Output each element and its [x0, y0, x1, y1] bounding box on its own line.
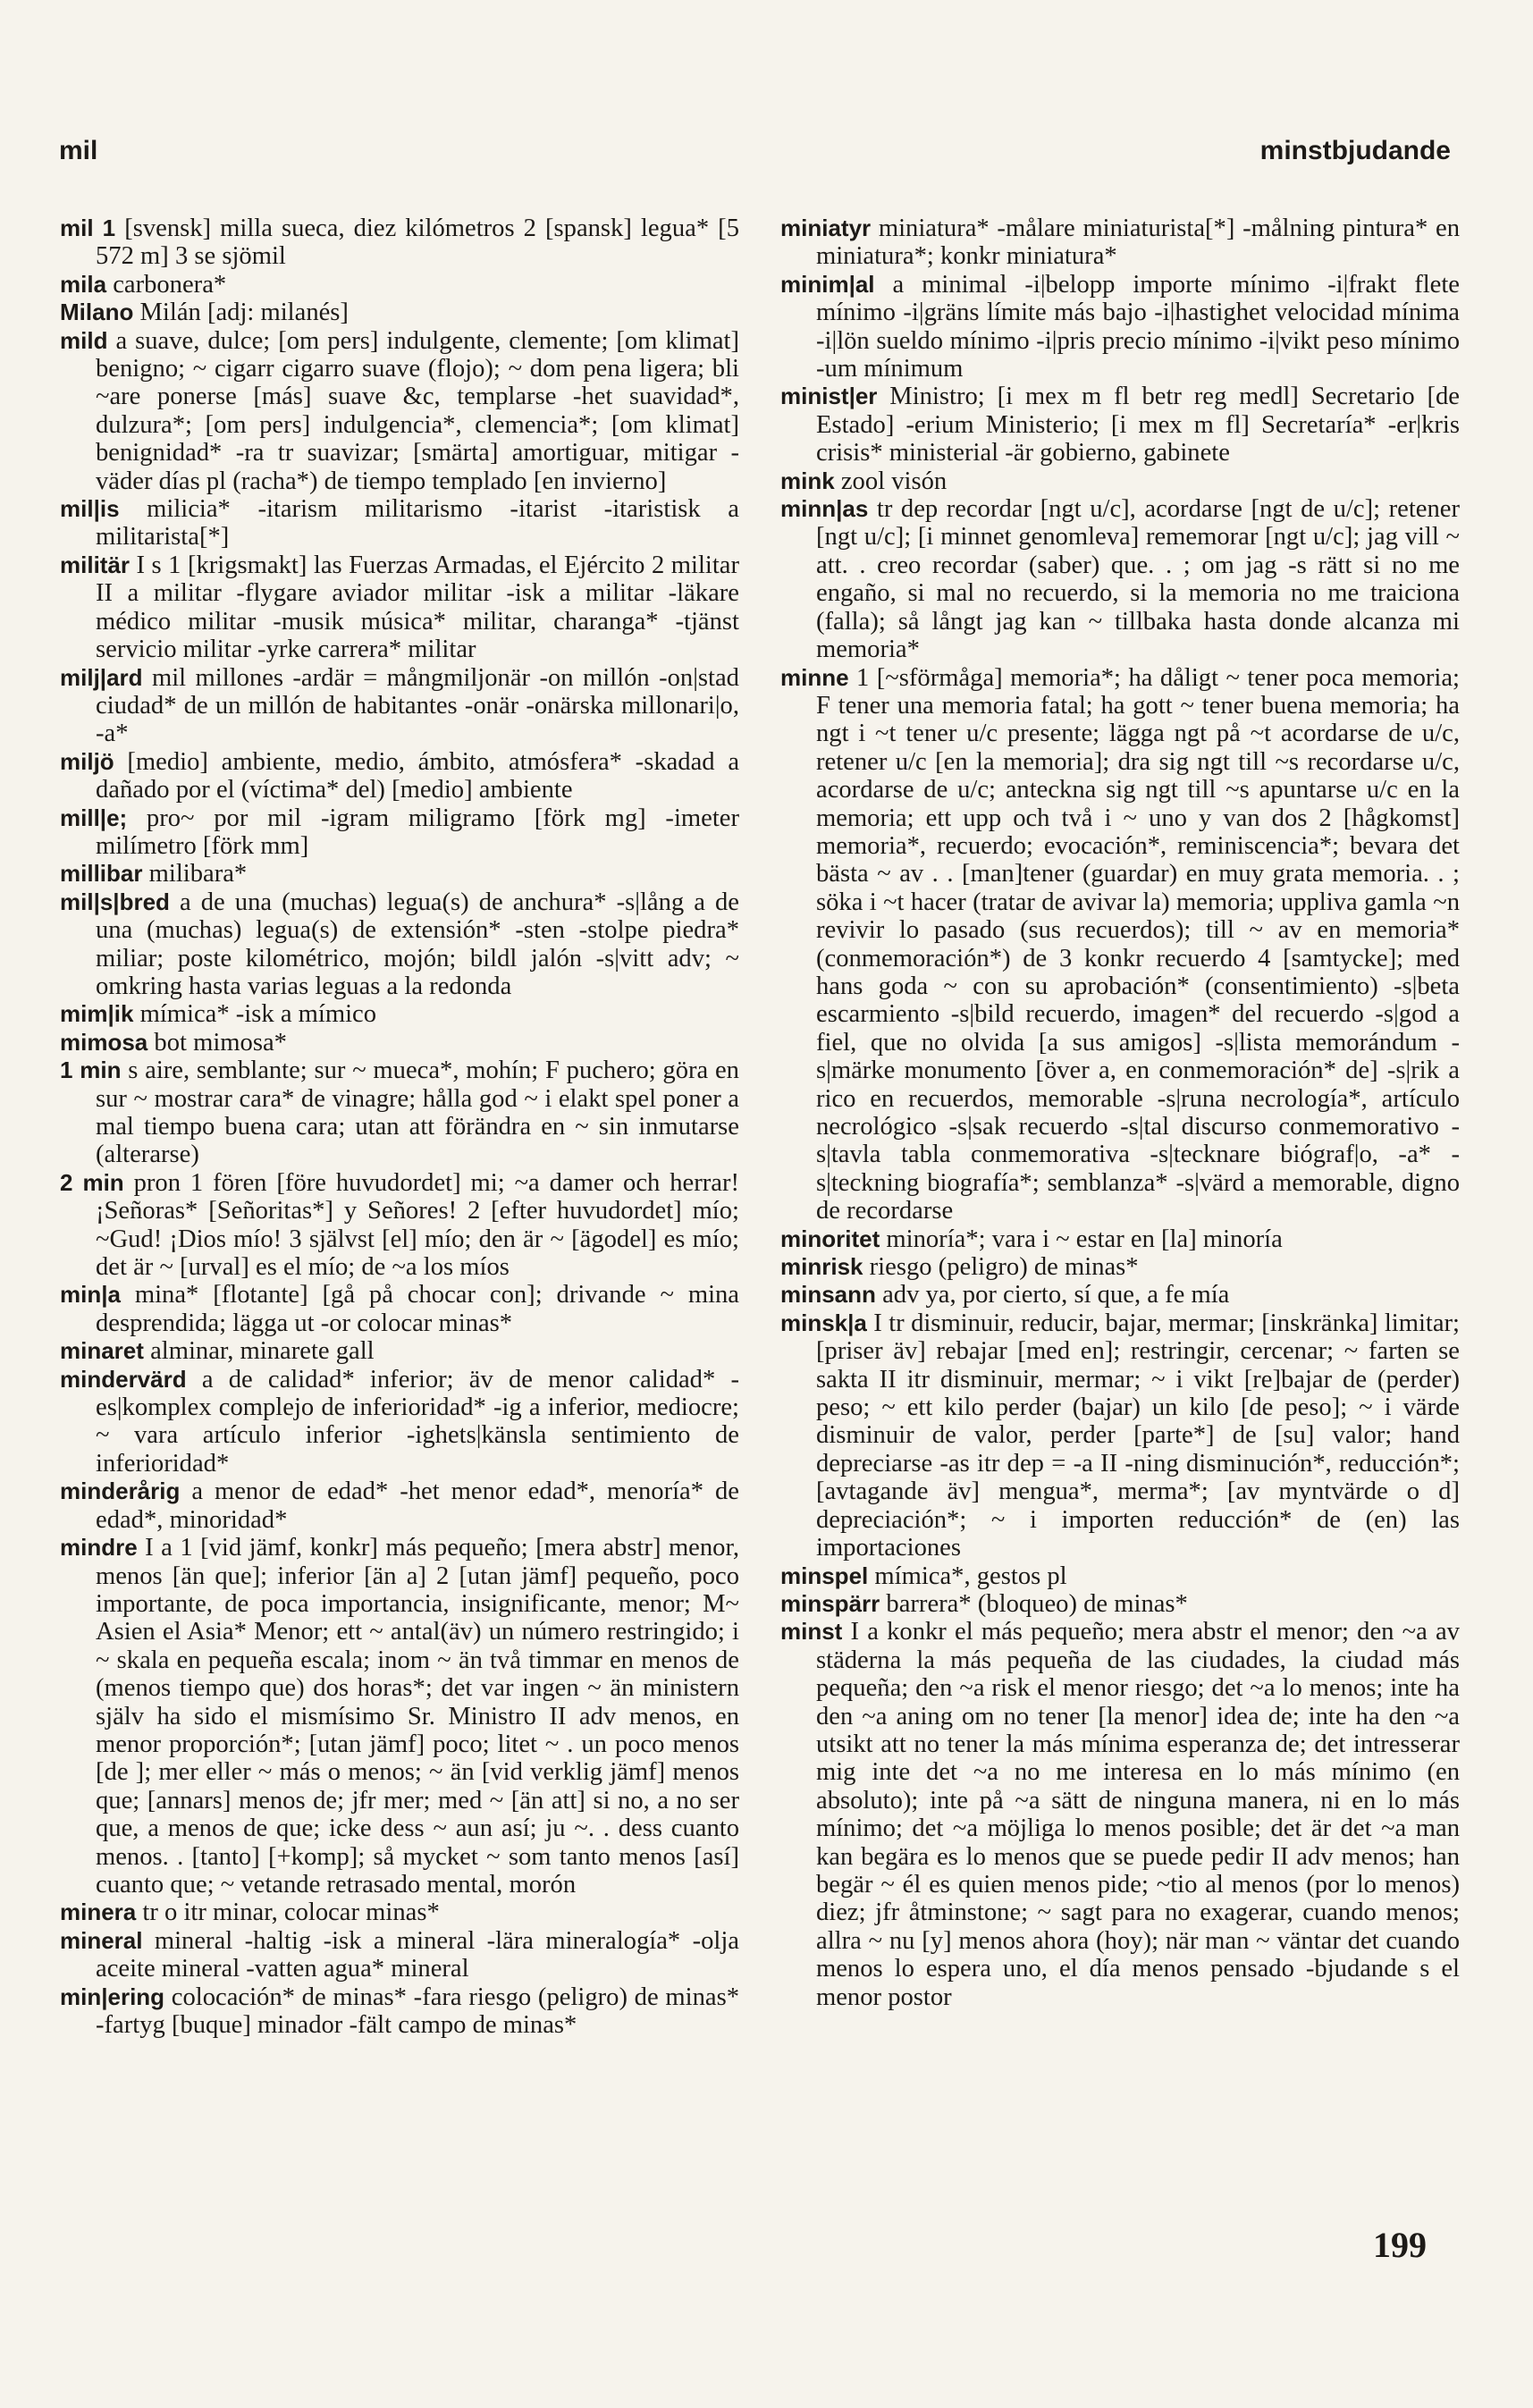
dictionary-entry [780, 1590, 1460, 1618]
dictionary-entry [60, 1366, 739, 1478]
definition: milibara* [148, 860, 248, 888]
headword: minsann [780, 1281, 876, 1309]
dictionary-entry [780, 1562, 1460, 1590]
headword: mil|s|bred [60, 888, 170, 915]
headword: 2 min [60, 1168, 124, 1196]
definition: barrera* (bloqueo) de minas* [886, 1589, 1188, 1618]
dictionary-entry [780, 215, 1460, 271]
dictionary-entry [60, 1899, 739, 1926]
dictionary-entry [780, 1309, 1460, 1562]
headword: minspärr [780, 1589, 880, 1617]
dictionary-entry [780, 1253, 1460, 1281]
definition: I a 1 [vid jämf, konkr] más pequeño; [mera abstr] menor, menos [än que]; inferior [än a] 2 [utan jämf] pequeño, poco importante, de poca importancia, insignificante, menor; M~ Asien el Asia* Menor; ett ~ antal(äv) un número restringido; i ~ skala en pequeña escala; inom ~ än två timmar en menos de (menos tiempo que) dos horas*; det var ingen ~ än ministern själv ha sido el mismísimo Sr. Ministro II adv menos, en menor proporción*; [utan jämf] poco; litet ~ . un poco menos [de ]; mer eller ~ más o menos; ~ än [vid verklig jämf] menos que; [annars] menos de; jfr mer; med ~ [än att] si no, a no ser que, a menos de que; icke dess ~ aun así; ju ~. . dess cuanto menos. . [tanto] [+komp]; så mycket ~ som tanto menos [así] cuanto que; ~ vetande retrasado mental, morón [96, 1534, 739, 1899]
dictionary-entry [60, 271, 739, 299]
dictionary-entry [60, 495, 739, 551]
definition: I a konkr el más pequeño; mera abstr el menor; den ~a av städerna la más pequeña de las ciudades, la ciudad más pequeña; den ~a risk el menor riesgo; det ~a lo menos; inte ha den ~a aning om no tener [la menor] idea de; inte ha den ~a utsikt att no tener la más mínima esperanza de; det intresserar mig inte det ~a no me interesa en lo más mínimo (en absoluto); inte på ~a sätt de ninguna manera, ni en lo más mínimo; det ~a möjliga lo menos posible; det är det ~a man kan begära es lo menos que se puede pedir II adv menos; han begär ~ él es quien menos pide; ~tio al menos (por lo menos) diez; jfr åtminstone; ~ sagt para no exagerar, cuando menos; allra ~ nu [y] menos ahora (hoy); när man ~ väntar det cuando menos lo espera uno, el día menos pensado -bjudande s el menor postor [816, 1618, 1460, 2011]
dictionary-entry [60, 1478, 739, 1534]
headword: mil 1 [60, 215, 116, 241]
dictionary-entry [60, 1337, 739, 1365]
definition: mineral -haltig -isk a mineral -lära mineralogía* -olja aceite mineral -vatten agua* mineral [96, 1926, 739, 1983]
headword: minim|al [780, 270, 875, 298]
dictionary-entry [60, 327, 739, 495]
headword: Milano [60, 299, 134, 326]
dictionary-entry [60, 1927, 739, 1983]
headword: minsk|a [780, 1309, 867, 1336]
dictionary-entry [60, 1169, 739, 1282]
definition: mina* [flotante] [gå på chocar con]; drivande ~ mina desprendida; lägga ut -or colocar minas* [96, 1281, 739, 1337]
dictionary-entry [60, 1000, 739, 1028]
definition: pron 1 fören [före huvudordet] mi; ~a damer och herrar! ¡Señoras* [Señoritas*] y Señores! 2 [efter huvudordet] mío; ~Gud! ¡Dios mío! 3 självst [el] mío; den är ~ [ägodel] es mío; det är ~ [urval] es el mío; de ~a los míos [96, 1168, 739, 1282]
dictionary-entry [60, 748, 739, 804]
dictionary-entry [60, 1281, 739, 1337]
dictionary-entry [780, 1281, 1460, 1309]
definition: colocación* de minas* -fara riesgo (peligro) de minas* -fartyg [buque] minador -fält campo de minas* [96, 1983, 739, 2039]
headword: milj|ard [60, 663, 143, 691]
dictionary-entry [780, 467, 1460, 495]
definition: a de calidad* inferior; äv de menor calidad* -es|komplex complejo de inferioridad* -ig a inferior, mediocre; ~ vara artículo inferior -ighets|känsla sentimiento de inferioridad* [96, 1365, 739, 1478]
headword: minrisk [780, 1253, 863, 1281]
headword: mindre [60, 1534, 138, 1562]
dictionary-entry [780, 1618, 1460, 2011]
headword: minspel [780, 1562, 869, 1589]
definition: zool visón [840, 467, 948, 495]
headword: miljö [60, 747, 114, 775]
dictionary-entry [60, 1029, 739, 1057]
headword: millibar [60, 860, 143, 888]
definition: bot mimosa* [154, 1028, 287, 1057]
headword: mil|is [60, 495, 120, 523]
definition: I s 1 [krigsmakt] las Fuerzas Armadas, el Ejército 2 militar II a militar -flygare aviador militar -isk a militar -läkare médico militar -musik música* militar, charanga* -tjänst servicio militar -yrke carrera* militar [96, 551, 739, 664]
right-column [780, 215, 1460, 2011]
definition: I tr disminuir, reducir, bajar, mermar; [inskränka] limitar; [priser äv] rebajar [med en]; restringir, cercenar; ~ farten se sakta II itr disminuir, mermar; ~ i vikt [re]bajar de (perder) peso; ~ ett kilo perder (bajar) un kilo [de peso]; ~ i värde disminuir de valor, perder [parte*] de [su] valor; hand depreciarse -as itr dep = -a II -ning disminución*, reducción*; [avtagande äv] mengua*, merma*; [av myntvärde o d] depreciación*; ~ i importen reducción* de (en) las importaciones [816, 1309, 1461, 1562]
definition: minoría*; vara i ~ estar en [la] minoría [886, 1225, 1283, 1253]
headword: mila [60, 270, 107, 298]
headword: mink [780, 467, 835, 494]
dictionary-entry [780, 1225, 1460, 1253]
headword: min|a [60, 1281, 121, 1309]
headword: mild [60, 326, 108, 354]
definition: mímica*, gestos pl [874, 1562, 1067, 1590]
dictionary-entry [60, 1534, 739, 1899]
dictionary-entry [780, 271, 1460, 383]
definition: a suave, dulce; [om pers] indulgente, clemente; [om klimat] benigno; ~ cigarr cigarro suave (flojo); ~ dom pena ligera; bli ~are ponerse [más] suave &c, templarse -het suavidad*, dulzura*; [om pers] indulgencia*, clemencia*; [om klimat] benignidad* -ra tr suavizar; [smärta] amortiguar, mitigar -väder días pl (racha*) de tiempo templado [en invierno] [96, 326, 740, 495]
dictionary-entry [60, 804, 739, 861]
definition: [svensk] milla sueca, diez kilómetros 2 [spansk] legua* [5 572 m] 3 se sjömil [96, 215, 740, 271]
right-guide-word: minstbjudande [1259, 136, 1451, 165]
headword: mindervärd [60, 1365, 187, 1393]
definition: mil millones -ardär = mångmiljonär -on millón -on|stad ciudad* de un millón de habitantes -onär -onärska millonari|o, -a* [96, 663, 739, 748]
definition: Ministro; [i mex m fl betr reg medl] Secretario [de Estado] -erium Ministerio; [i mex m fl] Secretaría* -er|kris crisis* ministerial -är gobierno, gabinete [816, 383, 1460, 467]
definition: [medio] ambiente, medio, ámbito, atmósfera* -skadad a dañado por el (víctima* del) [medio] ambiente [96, 747, 740, 804]
headword: minderårig [60, 1478, 181, 1505]
dictionary-entry [780, 664, 1460, 1225]
dictionary-entry [60, 664, 739, 748]
headword: miniatyr [780, 215, 872, 241]
definition: s aire, semblante; sur ~ mueca*, mohín; F puchero; göra en sur ~ mostrar cara* de vinagre; hålla god ~ i elakt spel poner a mal tiempo buena cara; utan att förändra en ~ sin inmutarse (alterarse) [96, 1057, 739, 1169]
definition: Milán [adj: milanés] [139, 299, 349, 327]
definition: a de una (muchas) legua(s) de anchura* -s|lång a de una (muchas) legua(s) de extensión* -sten -stolpe piedra* miliar; poste kilométrico, mojón; bildl jalón -s|vitt adv; ~ omkring hasta varias leguas a la redonda [96, 888, 739, 1000]
dictionary-entry [60, 1057, 739, 1169]
definition: miniatura* -målare miniaturista[*] -målning pintura* en miniatura*; konkr miniatura* [816, 215, 1460, 271]
headword: mill|e; [60, 804, 128, 831]
headword: mineral [60, 1926, 143, 1954]
dictionary-entry [60, 860, 739, 888]
left-guide-word: mil [59, 136, 98, 165]
headword: minera [60, 1899, 137, 1926]
definition: tr dep recordar [ngt u/c], acordarse [ngt de u/c]; retener [ngt u/c]; [i minnet genomleva] rememorar [ngt u/c]; jag vill ~ att. . creo recordar (saber) que. . ; om jag -s rätt si no me engaño, si mal no recuerdo, si la memoria no me traiciona (falla); så långt jag kan ~ tillbaka hasta donde alcanza mi memoria* [816, 495, 1460, 664]
dictionary-entry [780, 495, 1460, 663]
definition: a menor de edad* -het menor edad*, menoría* de edad*, minoridad* [96, 1478, 739, 1534]
dictionary-entry [60, 888, 739, 1001]
definition: mímica* -isk a mímico [139, 1000, 377, 1029]
headword: minst [780, 1618, 843, 1646]
headword: mim|ik [60, 1000, 134, 1028]
definition: pro~ por mil -igram miligramo [förk mg] -imeter milímetro [förk mm] [96, 804, 739, 860]
headword: militär [60, 551, 131, 578]
definition: riesgo (peligro) de minas* [869, 1253, 1139, 1282]
headword: minn|as [780, 495, 869, 523]
dictionary-entry [60, 215, 739, 271]
definition: adv ya, por cierto, sí que, a fe mía [882, 1281, 1230, 1309]
headword: minist|er [780, 383, 878, 410]
definition: carbonera* [113, 270, 227, 299]
definition: a minimal -i|belopp importe mínimo -i|frakt flete mínimo -i|gräns límite más bajo -i|hastighet velocidad mínima -i|lön sueldo mínimo -i|pris precio mínimo -i|vikt peso mínimo -um mínimum [816, 270, 1460, 383]
dictionary-entry [60, 299, 739, 326]
definition: milicia* -itarism militarismo -itarist -itaristisk a militarista[*] [96, 495, 739, 551]
dictionary-entry [60, 551, 739, 664]
definition: tr o itr minar, colocar minas* [142, 1899, 440, 1927]
headword: minaret [60, 1337, 144, 1365]
left-column [60, 215, 739, 2039]
dictionary-entry [780, 383, 1460, 467]
headword: minne [780, 663, 849, 691]
dictionary-entry [60, 1983, 739, 2040]
headword: mimosa [60, 1028, 148, 1056]
definition: 1 [~sförmåga] memoria*; ha dåligt ~ tener poca memoria; F tener una memoria fatal; ha gott ~ tener buena memoria; ha ngt i ~t tener u/c presente; lägga ngt på ~t acordarse de u/c, retener u/c [en la memoria]; dra sig ngt till ~s recordarse u/c, acordarse de u/c; anteckna sig ngt till ~s apuntarse u/c en la memoria; ett upp och två i ~ uno y van dos 2 [hågkomst] memoria*, recuerdo; evocación*, reminiscencia*; bevara det bästa ~ av . . [man]tener (guardar) en muy grata memoria. . ; söka i ~t hacer (tratar de avivar la) memoria; uppliva gamla ~n revivir lo pasado (sus recuerdos); till ~ av en memoria* (conmemoración*) de 3 konkr recuerdo 4 [samtycke]; med hans goda ~ con su aprobación* (consentimiento) -s|beta escarmiento -s|bild recuerdo, imagen* del recuerdo -s|god a fiel, que no olvida [a sus amigos] -s|lista memorándum -s|märke monumento [över a, en conmemoración* de] -s|rik a rico en recuerdos, memorable -s|runa necrología*, artículo necrológico -s|sak recuerdo -s|tal discurso conmemorativo -s|tavla tabla conmemorativa -s|tecknare biógraf|o, -a* -s|teckning biografía*; semblanza* -s|värd a memorable, digno de recordarse [816, 663, 1460, 1225]
headword: 1 min [60, 1057, 122, 1084]
page-number: 199 [1373, 2225, 1427, 2265]
headword: min|ering [60, 1983, 165, 2010]
headword: minoritet [780, 1225, 880, 1252]
definition: alminar, minarete gall [150, 1337, 375, 1366]
